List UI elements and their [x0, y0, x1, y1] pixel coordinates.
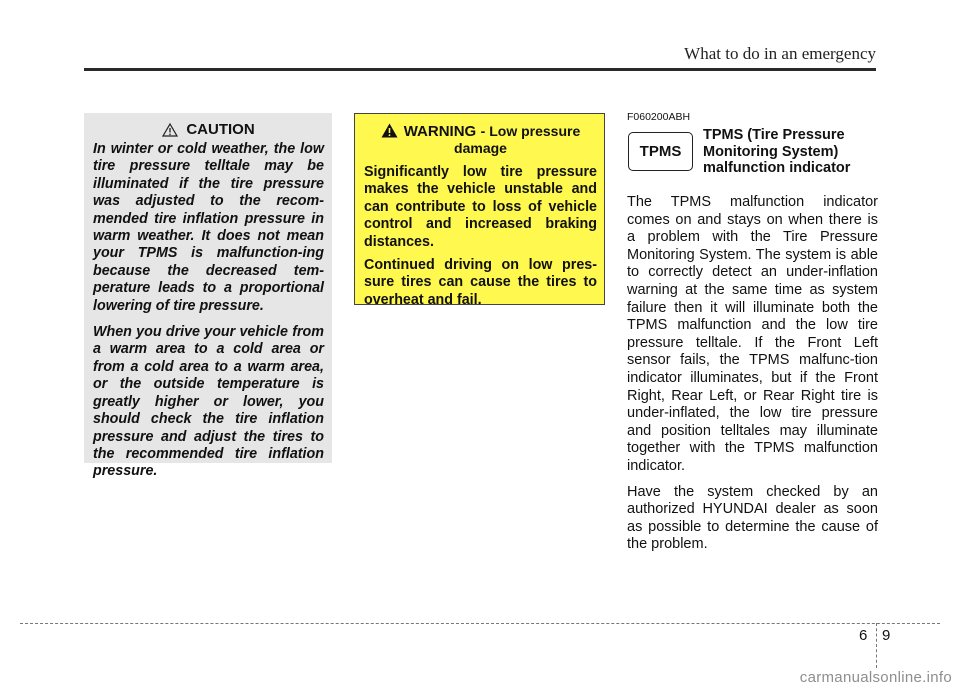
body-paragraph: The TPMS malfunction indicator comes on and stays on when there is a problem with the Tire Pressure Monitoring System. The system is able to correctly detect an under-inflation warning at the same time as system failure then it will illuminate both the TPMS malfunction and the low tire pressure telltale. If the Front Left sensor fails, the TPMS malfunc-tion indicator illuminates, but if the Front Right, Rear Left, or Rear Right tire is under-inflated, the low tire pressure and position telltales may illuminate together with the TPMS malfunction indicator. — [627, 194, 878, 474]
footer-divider — [20, 623, 940, 624]
watermark: carmanualsonline.info — [799, 669, 952, 686]
section-heading: TPMS (Tire Pressure Monitoring System) malfunction indicator — [703, 127, 851, 176]
warning-paragraph: Significantly low tire pressure makes the vehicle unstable and can contribute to loss of vehicle control and increased braking distances. — [364, 164, 597, 250]
caution-triangle-icon — [162, 123, 178, 137]
warning-header — [364, 123, 597, 157]
footer-page-separator — [876, 623, 877, 668]
caution-paragraph: When you drive your vehicle from a warm area to a cold area or from a cold area to a warm area, or the outside temperature is greatly higher or lower, you should check the tire inflation pressure and adjust the tires to the recommended tire inflation pressure. — [93, 324, 324, 480]
warning-triangle-icon — [381, 123, 398, 138]
caution-paragraph: In winter or cold weather, the low tire pressure telltale may be illuminated if the tire pressure was adjusted to the recom-mended tire inflation pressure in warm weather. It does not mean your TPMS is malfunction-ing because the decreased tem-perature leads to a proportional lowering of tire pressure. — [93, 141, 324, 314]
section-code: F060200ABH — [627, 111, 691, 123]
section-body — [627, 194, 878, 562]
body-paragraph: Have the system checked by an authorized HYUNDAI dealer as soon as possible to determine the cause of the problem. — [627, 483, 878, 553]
warning-box — [354, 113, 605, 308]
caution-header — [93, 121, 324, 138]
header-divider — [84, 68, 876, 71]
page-header-title: What to do in an emergency — [684, 44, 876, 63]
warning-paragraph: Continued driving on low pres-sure tires can cause the tires to overheat and fail. — [364, 257, 597, 308]
warning-subtitle: - Low pressure damage — [454, 123, 581, 156]
caution-box — [84, 113, 332, 480]
tpms-icon-label: TPMS — [639, 143, 682, 160]
page-chapter-number: 6 — [859, 627, 868, 644]
warning-title: WARNING — [403, 123, 477, 140]
page-number: 9 — [882, 627, 891, 644]
tpms-indicator-icon — [628, 132, 693, 171]
caution-title: CAUTION — [186, 121, 255, 138]
